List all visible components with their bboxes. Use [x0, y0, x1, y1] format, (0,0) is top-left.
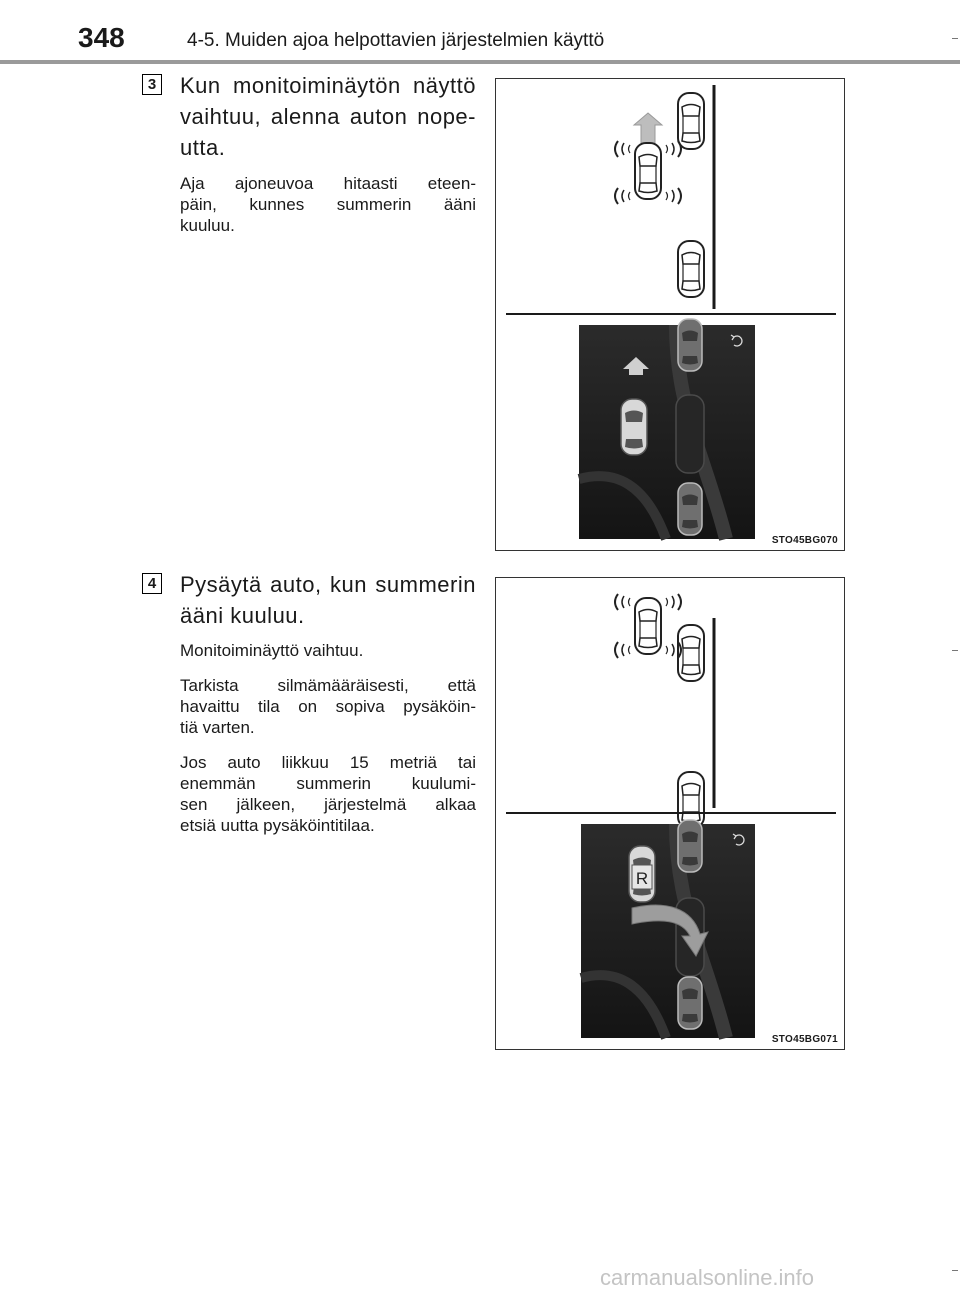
- heading-line: vaihtuu, alenna auton nope-: [180, 104, 476, 129]
- heading-line: utta.: [180, 135, 226, 160]
- text-line: Aja ajoneuvoa hitaasti eteen-: [180, 174, 476, 193]
- text-line: päin, kunnes summerin ääni: [180, 195, 476, 214]
- text-line: Tarkista silmämääräisesti, että: [180, 676, 476, 695]
- text-line: etsiä uutta pysäköintitilaa.: [180, 816, 375, 835]
- parking-illustration: [496, 79, 844, 550]
- step-4-paragraph-2: [180, 675, 476, 738]
- figure-step-3: [495, 78, 845, 551]
- step-3-paragraph-1: [180, 173, 476, 236]
- figure-step-4: [495, 577, 845, 1050]
- heading-line: Pysäytä auto, kun summerin: [180, 572, 476, 597]
- section-title: 4-5. Muiden ajoa helpottavien järjestelmien käyttö: [187, 30, 605, 51]
- figure-code: STO45BG070: [771, 535, 838, 546]
- crop-mark: [952, 650, 958, 651]
- text-line: havaittu tila on sopiva pysäköin-: [180, 697, 476, 716]
- crop-mark: [952, 38, 958, 39]
- step-3-text: [180, 173, 476, 250]
- step-4-paragraph-1: [180, 640, 476, 661]
- text-line: tiä varten.: [180, 718, 255, 737]
- text-line: enemmän summerin kuulumi-: [180, 774, 476, 793]
- text-line: Monitoiminäyttö vaihtuu.: [180, 641, 364, 660]
- step-4-heading: [180, 569, 476, 631]
- step-4-text: [180, 640, 476, 850]
- figure-code: STO45BG071: [771, 1034, 838, 1045]
- step-4-paragraph-3: [180, 752, 476, 836]
- text-line: Jos auto liikkuu 15 metriä tai: [180, 753, 476, 772]
- header-rule: [0, 60, 960, 64]
- parking-illustration: [496, 578, 844, 1049]
- text-line: sen jälkeen, järjestelmä alkaa: [180, 795, 476, 814]
- gear-indicator: R: [635, 869, 649, 888]
- step-badge-3: 3: [142, 74, 162, 95]
- heading-line: ääni kuuluu.: [180, 603, 305, 628]
- step-badge-4: 4: [142, 573, 162, 594]
- watermark: carmanualsonline.info: [600, 1265, 815, 1290]
- step-3-heading: [180, 70, 476, 163]
- heading-line: Kun monitoiminäytön näyttö: [180, 73, 476, 98]
- page-number: 348: [78, 22, 125, 53]
- crop-mark: [952, 1270, 958, 1271]
- text-line: kuuluu.: [180, 216, 235, 235]
